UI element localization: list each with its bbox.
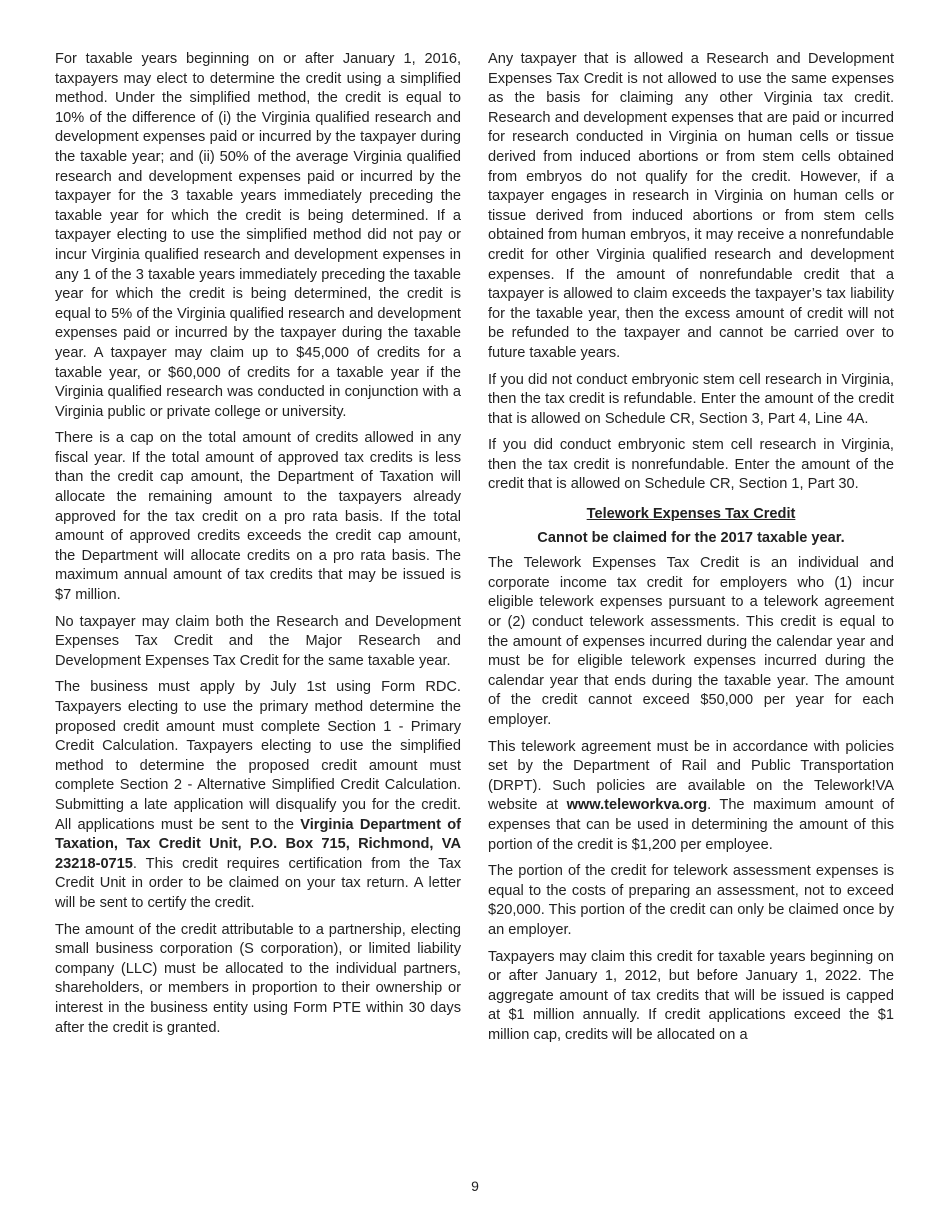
taxable-years-paragraph: Taxpayers may claim this credit for taxable years beginning on or after January 1, 2012, but before January 1, 2022. The aggregate amount of tax credits that will be issued is capped at $1 million annually. If credit applications exceed the $1 million cap, credits will be allocated on a xyxy=(488,948,894,1043)
application-paragraph xyxy=(55,678,461,913)
allocation-paragraph: The amount of the credit attributable to a partnership, electing small business corporation (S corporation), or limited liability company (LLC) must be allocated to the individual partners, shareholders, or members in proportion to their ownership or interest in the business entity using Form PTE within 30 days after the credit is granted. xyxy=(55,921,461,1036)
left-column xyxy=(55,50,461,1045)
no-dual-claim-paragraph: No taxpayer may claim both the Research and Development Expenses Tax Credit and the Major Research and Development Expenses Tax Credit for the same taxable year. xyxy=(55,613,461,669)
application-text-b: . This credit requires certification from the Tax Credit Unit in order to be claimed on your tax return. A letter will be sent to certify the credit. xyxy=(55,855,461,911)
assessment-expenses-paragraph: The portion of the credit for telework assessment expenses is equal to the costs of preparing an assessment, not to exceed $20,000. This portion of the credit can only be claimed once by an employer. xyxy=(488,863,894,938)
right-column xyxy=(488,50,894,1053)
teleworkva-link[interactable]: www.teleworkva.org xyxy=(566,797,708,814)
tax-credit-unit-address: Virginia Department of Taxation, Tax Credit Unit, P.O. Box 715, Richmond, VA 23218-0715 xyxy=(55,816,462,872)
telework-description-paragraph: The Telework Expenses Tax Credit is an individual and corporate income tax credit for employers who (1) incur eligible telework expenses pursuant to a telework agreement or (2) conduct telework assessments. This credit is equal to the amount of expenses incurred during the calendar year and must be for eligible telework expenses incurred during the calendar year that ends during the taxable year. The amount of the credit cannot exceed $50,000 per year for each employer. xyxy=(488,555,894,728)
page-number: 9 xyxy=(471,1178,479,1194)
telework-section-title-text: Telework Expenses Tax Credit xyxy=(586,506,796,523)
telework-agreement-text-a: This telework agreement must be in accordance with policies set by the Department of Rail and Public Transportation (DRPT). Such policies are available on the Telework!VA website at xyxy=(488,738,894,814)
telework-agreement-text-b: . The maximum amount of expenses that can be used in determining the amount of this portion of the credit is $1,200 per employee. xyxy=(488,797,895,853)
credit-cap-paragraph: There is a cap on the total amount of credits allowed in any fiscal year. If the total amount of approved tax credits is less than the credit cap amount, the Department of Taxation will allocate the remaining amount to the taxpayers already approved for the tax credit on a pro rata basis. If the total amount of approved credits exceeds the credit cap amount, the Department will allocate credits on a pro rata basis. The maximum annual amount of tax credits that may be issued is $7 million. xyxy=(55,430,461,604)
telework-agreement-paragraph xyxy=(488,738,894,856)
telework-section-subtitle: Cannot be claimed for the 2017 taxable year. xyxy=(537,529,845,546)
same-expenses-paragraph: Any taxpayer that is allowed a Research and Development Expenses Tax Credit is not allowed to use the same expenses as the basis for claiming any other Virginia tax credit. Research and development expenses that are paid or incurred for research conducted in Virginia on human cells or tissue derived from induced abortions or from stem cells obtained from embryos do not qualify for the credit. However, if a taxpayer engages in research in Virginia on human cells or tissue derived from induced abortions or from stem cells obtained from human embryos, it may receive a nonrefundable credit for other Virginia qualified research and development expenses. If the amount of nonrefundable credit that a taxpayer is allowed to claim exceeds the taxpayer’s tax liability for the taxable year, then the excess amount of credit will not be refunded to the taxpayer and cannot be carried over to future taxable years. xyxy=(488,51,894,361)
refundable-paragraph: If you did not conduct embryonic stem cell research in Virginia, then the tax credit is refundable. Enter the amount of the credit that is allowed on Schedule CR, Section 3, Part 4, Line 4A. xyxy=(488,371,894,427)
telework-section-title xyxy=(488,505,894,525)
simplified-method-paragraph: For taxable years beginning on or after January 1, 2016, taxpayers may elect to determine the credit using a simplified method. Under the simplified method, the credit is equal to 10% of the difference of (i) the Virginia qualified research and development expenses paid or incurred by the taxpayer during the taxable year; and (ii) 50% of the average Virginia qualified research and development expenses paid or incurred by the taxpayer for the 3 taxable years immediately preceding the taxable year for which the credit is being determined. If a taxpayer electing to use the simplified method did not pay or incur Virginia qualified research and development expenses in any 1 of the 3 taxable years immediately preceding the taxable year for which the credit is being determined, the credit is equal to 5% of the Virginia qualified research and development expenses paid or incurred by the taxpayer during the taxable year. A taxpayer may claim up to $45,000 of credits for a taxable year, or $60,000 of credits for a taxable year if the Virginia qualified research was conducted in conjunction with a Virginia public or private college or university. xyxy=(55,51,461,420)
application-text-a: The business must apply by July 1st using Form RDC. Taxpayers electing to use the primary method determine the proposed credit amount must complete Section 1 - Primary Credit Calculation. Taxpayers electing to use the simplified method to determine the proposed credit amount must complete Section 2 - Alternative Simplified Credit Calculation. Submitting a late application will disqualify you for the credit. All applications must be sent to the xyxy=(55,679,461,833)
nonrefundable-paragraph: If you did conduct embryonic stem cell research in Virginia, then the tax credit is nonrefundable. Enter the amount of the credit that is allowed on Schedule CR, Section 1, Part 30. xyxy=(488,437,894,493)
